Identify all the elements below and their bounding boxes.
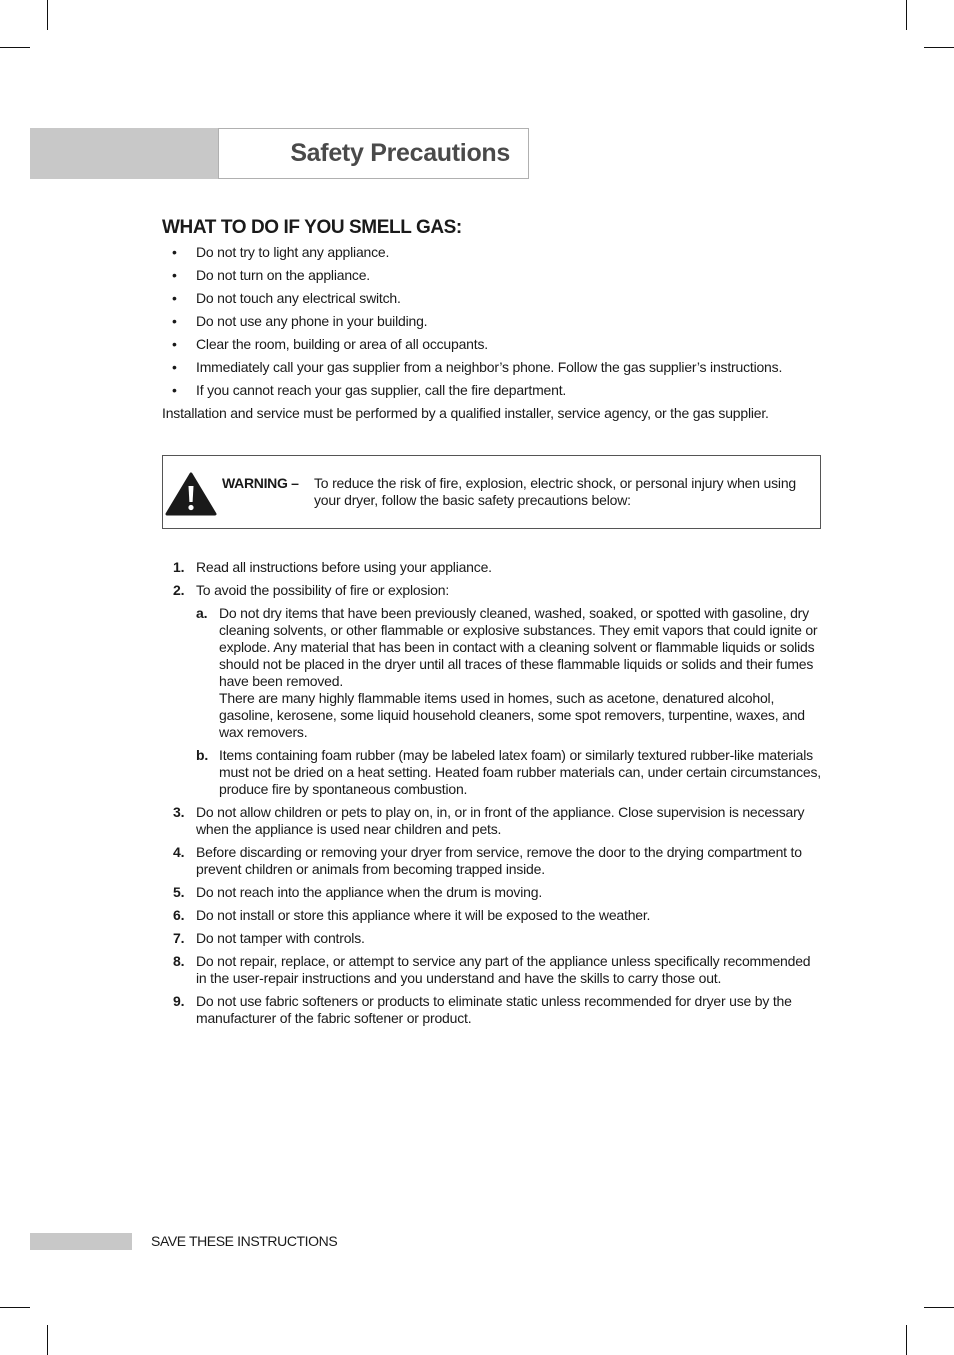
list-item-text: Do not try to light any appliance. (196, 244, 390, 260)
safety-steps-list (162, 559, 824, 1033)
bullet: • (172, 290, 177, 306)
step-text: Do not repair, replace, or attempt to service any part of the appliance unless specifically recommended in the user-repair instructions and you understand and have the skills to carry those out. (196, 953, 811, 986)
bullet: • (172, 359, 177, 375)
gas-section (162, 216, 824, 423)
list-item-text: If you cannot reach your gas supplier, call the fire department. (196, 382, 567, 398)
step-text: Read all instructions before using your appliance. (196, 559, 492, 575)
sub-step-item (196, 605, 824, 741)
crop-mark (924, 47, 954, 48)
crop-mark (47, 1325, 48, 1355)
bullet: • (172, 244, 177, 260)
gas-bullet-list (162, 242, 824, 403)
step-number: 4. (173, 844, 185, 860)
list-item (162, 334, 824, 357)
step-number: 7. (173, 930, 185, 946)
step-item (162, 993, 824, 1027)
warning-label: WARNING – (222, 475, 299, 491)
crop-mark (924, 1307, 954, 1308)
crop-mark (0, 47, 30, 48)
warning-triangle-icon (165, 472, 217, 516)
crop-mark (906, 0, 907, 30)
bullet: • (172, 313, 177, 329)
step-text: Before discarding or removing your dryer from service, remove the door to the drying compartment to prevent children or animals from becoming trapped inside. (196, 844, 802, 877)
step-number: 9. (173, 993, 185, 1009)
sub-step-extra-text: There are many highly flammable items used in homes, such as acetone, denatured alcohol, gasoline, kerosene, some liquid household cleaners, some spot removers, turpentine, waxes, and wax removers. (219, 690, 805, 740)
list-item-text: Do not touch any electrical switch. (196, 290, 401, 306)
list-item (162, 265, 824, 288)
step-item (162, 804, 824, 838)
sub-step-text: Items containing foam rubber (may be labeled latex foam) or similarly textured rubber-like materials must not be dried on a heat setting. Heated foam rubber materials can, under certain circumstances, produce fire by spontaneous combustion. (219, 747, 821, 797)
list-item (162, 288, 824, 311)
step-item (162, 844, 824, 878)
sub-step-letter: b. (196, 747, 209, 763)
crop-mark (0, 1307, 30, 1308)
step-item (162, 907, 824, 924)
step-text: To avoid the possibility of fire or explosion: (196, 582, 450, 598)
footer-text: SAVE THESE INSTRUCTIONS (151, 1233, 338, 1249)
warning-text: To reduce the risk of fire, explosion, electric shock, or personal injury when using your dryer, follow the basic safety precautions below: (314, 475, 796, 508)
step-text: Do not use fabric softeners or products to eliminate static unless recommended for dryer use by the manufacturer of the fabric softener or product. (196, 993, 792, 1026)
crop-mark (906, 1325, 907, 1355)
step-number: 1. (173, 559, 185, 575)
footer-gray-bar (30, 1233, 132, 1250)
step-number: 3. (173, 804, 185, 820)
step-item (162, 930, 824, 947)
step-item (162, 953, 824, 987)
bullet: • (172, 382, 177, 398)
page-title: Safety Precautions (290, 139, 510, 167)
header-title-box (218, 128, 529, 179)
step-item (162, 582, 824, 798)
list-item-text: Do not use any phone in your building. (196, 313, 428, 329)
list-item (162, 380, 824, 403)
list-item-text: Immediately call your gas supplier from a neighbor’s phone. Follow the gas supplier’s instructions. (196, 359, 783, 375)
step-text: Do not tamper with controls. (196, 930, 365, 946)
list-item-text: Do not turn on the appliance. (196, 267, 370, 283)
warning-box (162, 455, 821, 529)
crop-mark (47, 0, 48, 30)
step-text: Do not install or store this appliance where it will be exposed to the weather. (196, 907, 651, 923)
step-number: 6. (173, 907, 185, 923)
step-number: 5. (173, 884, 185, 900)
step-number: 2. (173, 582, 185, 598)
step-item (162, 559, 824, 576)
list-item (162, 242, 824, 265)
gas-heading: WHAT TO DO IF YOU SMELL GAS: (162, 217, 462, 238)
step-number: 8. (173, 953, 185, 969)
installation-note: Installation and service must be performed by a qualified installer, service agency, or the gas supplier. (162, 405, 769, 421)
bullet: • (172, 267, 177, 283)
step-text: Do not allow children or pets to play on, in, or in front of the appliance. Close supervision is necessary when the appliance is used near children and pets. (196, 804, 805, 837)
header-gray-bar (30, 128, 219, 179)
sub-step-item (196, 747, 824, 798)
list-item (162, 311, 824, 334)
list-item (162, 357, 824, 380)
sub-step-letter: a. (196, 605, 208, 621)
step-item (162, 884, 824, 901)
bullet: • (172, 336, 177, 352)
step-text: Do not reach into the appliance when the drum is moving. (196, 884, 543, 900)
sub-step-text: Do not dry items that have been previously cleaned, washed, soaked, or spotted with gasoline, dry cleaning solvents, or other flammable or explosive substances. They emit vapors that could ignite or explode. Any material that has been in contact with a cleaning solvent or flammable liquids or solids should not be placed in the dryer until all traces of these flammable liquids or solids and their fumes have been removed. (219, 605, 818, 689)
list-item-text: Clear the room, building or area of all occupants. (196, 336, 488, 352)
